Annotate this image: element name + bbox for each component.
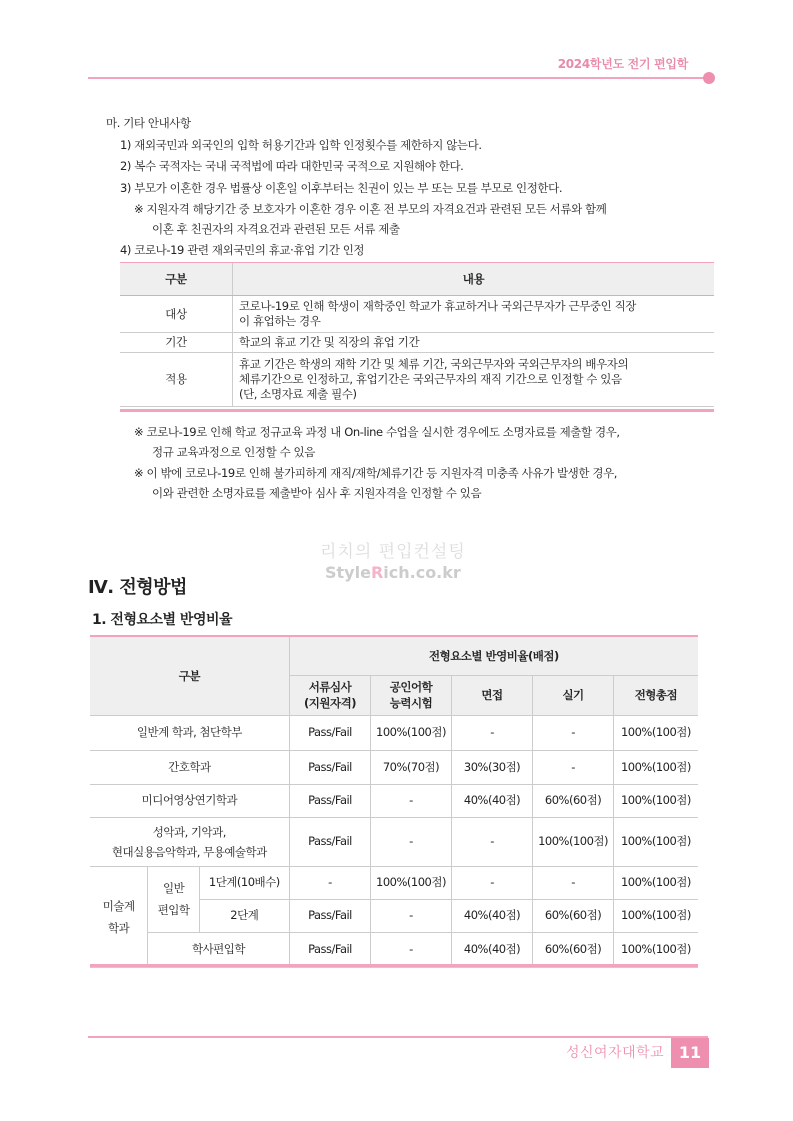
table-cell: - xyxy=(371,932,452,967)
table-cell: 100%(100점) xyxy=(613,899,698,932)
row-name: 1단계(10배수) xyxy=(199,866,289,899)
cell-line: (단, 소명자료 제출 필수) xyxy=(239,387,357,401)
ratio-table xyxy=(90,637,698,968)
table-cell: 60%(60점) xyxy=(533,784,614,817)
table-row xyxy=(90,932,698,967)
table-row xyxy=(90,715,698,750)
table-cell xyxy=(233,353,715,407)
table-cell: 40%(40점) xyxy=(451,899,533,932)
table-row-label: 대상 xyxy=(120,296,233,333)
row-name: 일반계 학과, 첨단학부 xyxy=(90,715,289,750)
section-subtitle: 1. 전형요소별 반영비율 xyxy=(92,612,233,628)
table-cell: Pass/Fail xyxy=(289,932,371,967)
header-dot xyxy=(703,72,715,84)
table-cell: 100%(100점) xyxy=(533,817,614,866)
table-cell: 100%(100점) xyxy=(613,932,698,967)
table-cell: 100%(100점) xyxy=(613,817,698,866)
table-cell: 100%(100점) xyxy=(371,715,452,750)
notice-item: 3) 부모가 이혼한 경우 법률상 이혼일 이후부터는 친권이 있는 부 또는 모를 부모로 인정한다. xyxy=(120,181,563,195)
row-group-label: 미술계 학과 xyxy=(90,866,148,967)
cell-line: 휴교 기간은 학생의 재학 기간 및 체류 기간, 국외근무자와 국외근무자의 배우자의 xyxy=(239,357,629,371)
table-bottom-rule xyxy=(90,964,698,967)
table-cell: Pass/Fail xyxy=(289,784,371,817)
table-cell xyxy=(233,296,715,333)
cell-line: 학교의 휴교 기간 및 직장의 휴업 기간 xyxy=(239,335,420,349)
notice-note: ※ 코로나-19로 인해 학교 정규교육 과정 내 On-line 수업을 실시한 경우에도 소명자료를 제출할 경우, xyxy=(134,425,620,439)
table-cell: Pass/Fail xyxy=(289,817,371,866)
section-ma-heading: 마. 기타 안내사항 xyxy=(106,116,191,130)
notice-note: 이혼 후 친권자의 자격요건과 관련된 모든 서류 제출 xyxy=(152,222,400,236)
row-name: 2단계 xyxy=(199,899,289,932)
table-cell: Pass/Fail xyxy=(289,715,371,750)
table-cell: Pass/Fail xyxy=(289,899,371,932)
table-row xyxy=(90,750,698,784)
row-name: 간호학과 xyxy=(90,750,289,784)
footer-school-name: 성신여자대학교 xyxy=(566,1045,665,1061)
table-header: 구분 xyxy=(120,263,233,296)
cell-line: 체류기간으로 인정하고, 휴업기간은 국외근무자의 재직 기간으로 인정할 수 있음 xyxy=(239,372,622,386)
table-cell: Pass/Fail xyxy=(289,750,371,784)
table-header: 구분 xyxy=(90,637,289,715)
notice-note: ※ 지원자격 해당기간 중 보호자가 이혼한 경우 이혼 전 부모의 자격요건과 관련된 모든 서류와 함께 xyxy=(134,202,607,216)
table-cell: 60%(60점) xyxy=(533,932,614,967)
table-bottom-rule xyxy=(120,409,714,412)
table-row-label: 기간 xyxy=(120,333,233,353)
row-subgroup-label: 일반 편입학 xyxy=(148,866,200,932)
row-name: 미디어영상연기학과 xyxy=(90,784,289,817)
table-cell: - xyxy=(533,750,614,784)
table-cell xyxy=(233,333,715,353)
page-number: 11 xyxy=(671,1038,709,1068)
table-cell: - xyxy=(289,866,371,899)
table-row xyxy=(90,817,698,866)
table-row xyxy=(90,866,698,899)
table-cell: 100%(100점) xyxy=(613,866,698,899)
header-title: 2024학년도 전기 편입학 xyxy=(557,57,688,71)
table-cell: 70%(70점) xyxy=(371,750,452,784)
table-cell: 60%(60점) xyxy=(533,899,614,932)
table-cell: 100%(100점) xyxy=(371,866,452,899)
table-header: 공인어학 능력시험 xyxy=(371,675,452,715)
covid-table xyxy=(120,263,714,407)
table-cell: 100%(100점) xyxy=(613,715,698,750)
table-header: 면접 xyxy=(451,675,533,715)
table-header: 내용 xyxy=(233,263,715,296)
notice-item: 2) 복수 국적자는 국내 국적법에 따라 대한민국 국적으로 지원해야 한다. xyxy=(120,159,464,173)
notice-item: 1) 재외국민과 외국인의 입학 허용기간과 입학 인정횟수를 제한하지 않는다. xyxy=(120,138,482,152)
table-cell: - xyxy=(371,899,452,932)
table-header: 서류심사 (지원자격) xyxy=(289,675,371,715)
footer-divider xyxy=(88,1036,708,1038)
table-row-label: 적용 xyxy=(120,353,233,407)
table-cell: - xyxy=(451,817,533,866)
row-name: 성악과, 기악과, 현대실용음악학과, 무용예술학과 xyxy=(90,817,289,866)
table-cell: - xyxy=(371,817,452,866)
notice-note: 이와 관련한 소명자료를 제출받아 심사 후 지원자격을 인정할 수 있음 xyxy=(152,486,482,500)
table-header: 전형요소별 반영비율(배점) xyxy=(289,637,698,675)
watermark-url: StyleRich.co.kr xyxy=(325,563,461,582)
table-cell: 40%(40점) xyxy=(451,932,533,967)
table-cell: 100%(100점) xyxy=(613,750,698,784)
table-cell: - xyxy=(533,866,614,899)
header-divider xyxy=(88,77,708,79)
table-row xyxy=(90,784,698,817)
row-name: 학사편입학 xyxy=(148,932,289,967)
table-cell: - xyxy=(451,866,533,899)
notice-note: ※ 이 밖에 코로나-19로 인해 불가피하게 재직/재학/체류기간 등 지원자격 미충족 사유가 발생한 경우, xyxy=(134,466,618,480)
table-cell: - xyxy=(533,715,614,750)
table-header: 전형총점 xyxy=(613,675,698,715)
table-cell: 40%(40점) xyxy=(451,784,533,817)
table-header: 실기 xyxy=(533,675,614,715)
table-cell: 30%(30점) xyxy=(451,750,533,784)
watermark-text: 리치의 편입컨설팅 xyxy=(320,542,466,562)
notice-item: 4) 코로나-19 관련 재외국민의 휴교·휴업 기간 인정 xyxy=(120,243,365,257)
cell-line: 코로나-19로 인해 학생이 재학중인 학교가 휴교하거나 국외근무자가 근무중인 직장 xyxy=(239,299,637,313)
cell-line: 이 휴업하는 경우 xyxy=(239,314,321,328)
table-cell: 100%(100점) xyxy=(613,784,698,817)
notice-note: 정규 교육과정으로 인정할 수 있음 xyxy=(152,445,315,459)
section-title: Ⅳ. 전형방법 xyxy=(88,577,187,598)
table-cell: - xyxy=(451,715,533,750)
table-cell: - xyxy=(371,784,452,817)
